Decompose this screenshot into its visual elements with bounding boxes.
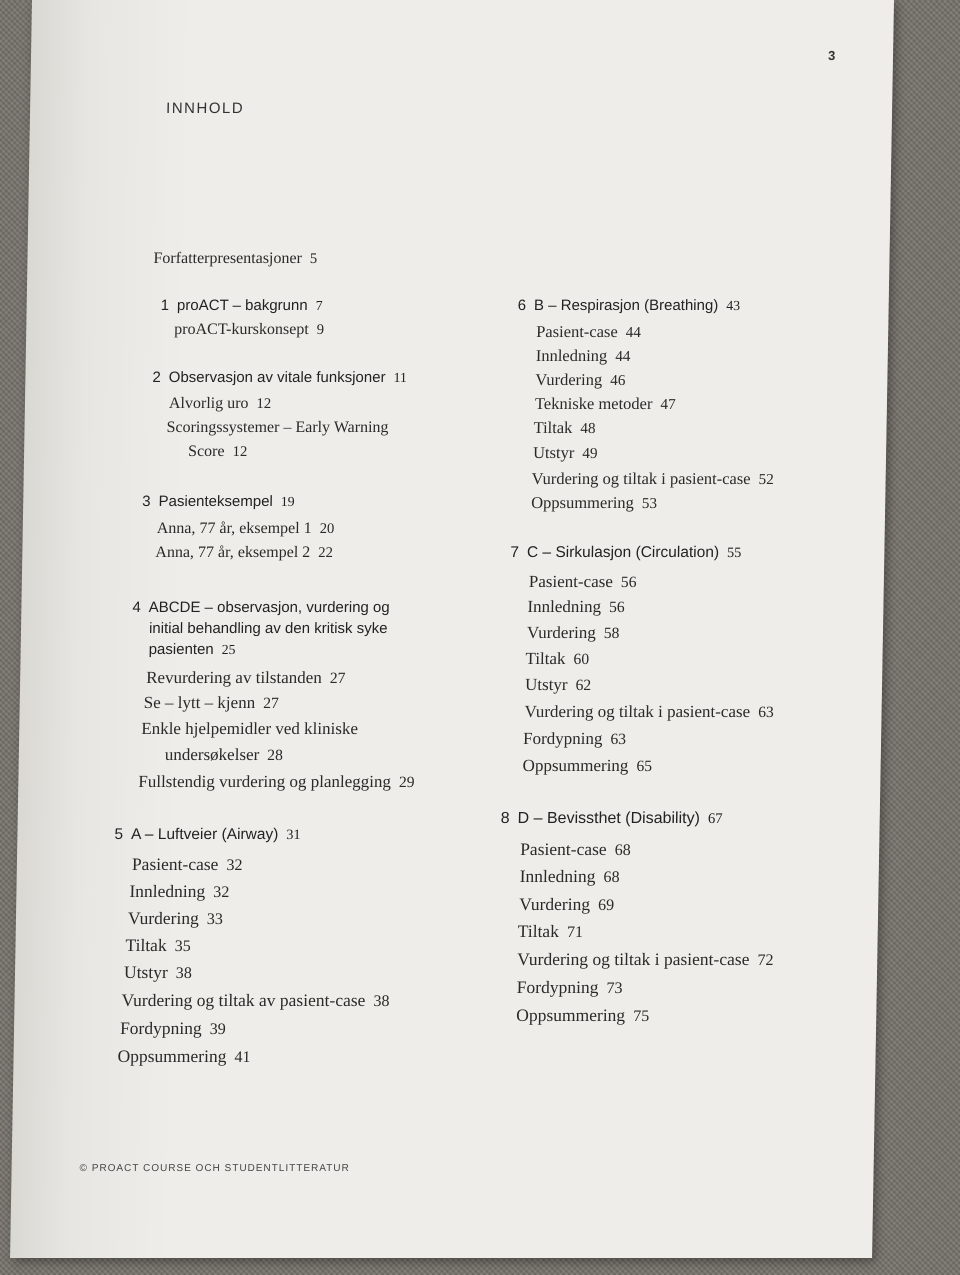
- toc-entry-preface: [153, 250, 317, 268]
- entry-page: 38: [373, 993, 390, 1010]
- entry-title: Scoringssystemer – Early Warning: [166, 419, 389, 436]
- entry-title: Se – lytt – kjenn: [143, 693, 256, 712]
- toc-subentry: [517, 977, 623, 998]
- toc-subentry: [531, 493, 657, 513]
- chapter-title: ABCDE – observasjon, vurdering og: [148, 599, 390, 616]
- entry-title: Tiltak: [533, 418, 573, 437]
- toc-subentry: [520, 839, 631, 860]
- entry-page: 35: [174, 938, 191, 955]
- entry-page: 44: [625, 324, 642, 341]
- book-page: [10, 0, 894, 1258]
- entry-page: 60: [573, 651, 590, 668]
- entry-page: 39: [209, 1021, 226, 1038]
- entry-page: 41: [234, 1049, 251, 1066]
- entry-title: Utstyr: [532, 443, 575, 462]
- entry-title: Pasient-case: [528, 572, 614, 591]
- entry-page: 33: [206, 911, 224, 928]
- entry-page: 28: [267, 747, 284, 764]
- entry-title: Pasient-case: [536, 322, 618, 341]
- entry-page: 9: [316, 322, 325, 338]
- chapter-number: 8: [500, 810, 510, 827]
- entry-page: 22: [318, 545, 334, 561]
- toc-chapter-6: [518, 297, 741, 314]
- toc-subentry-continued: [165, 745, 283, 765]
- entry-title: Vurdering og tiltak i pasient-case: [524, 702, 751, 721]
- entry-page: 46: [610, 372, 626, 389]
- toc-subentry: [516, 1005, 649, 1026]
- entry-title: proACT-kurskonsept: [174, 321, 309, 338]
- chapter-number: 2: [152, 369, 161, 386]
- chapter-number: 5: [114, 826, 124, 843]
- toc-subentry: [519, 894, 614, 915]
- toc-subentry: [523, 729, 626, 749]
- toc-chapter-7: [510, 544, 741, 562]
- entry-title: Anna, 77 år, eksempel 1: [156, 520, 312, 537]
- entry-page: 12: [256, 396, 272, 412]
- chapter-page: 67: [707, 811, 723, 827]
- entry-title: Oppsummering: [117, 1046, 227, 1066]
- entry-page: 68: [603, 869, 620, 886]
- entry-title: Vurdering: [127, 908, 200, 928]
- chapter-title: Observasjon av vitale funksjoner: [168, 369, 386, 386]
- entry-title-continued: undersøkelser: [164, 745, 260, 764]
- chapter-title: C – Sirkulasjon (Circulation): [526, 544, 720, 561]
- toc-subentry: [536, 346, 631, 366]
- entry-title: Pasient-case: [520, 839, 607, 859]
- entry-title: Forfatterpresentasjoner: [153, 250, 303, 267]
- chapter-page: 19: [280, 494, 295, 509]
- entry-title: Oppsummering: [522, 756, 629, 775]
- entry-title: Alvorlig uro: [168, 395, 249, 412]
- chapter-title: proACT – bakgrunn: [176, 297, 308, 314]
- toc-subentry: [533, 443, 598, 463]
- toc-subentry: [132, 854, 243, 875]
- toc-subentry: [138, 772, 415, 792]
- toc-subentry: [520, 866, 620, 887]
- entry-title: Fullstendig vurdering og planlegging: [138, 772, 392, 791]
- entry-title: Fordypning: [119, 1018, 202, 1038]
- entry-title: Enkle hjelpemidler ved kliniske: [141, 719, 359, 738]
- toc-chapter-4: [131, 597, 389, 660]
- entry-page: 63: [610, 731, 627, 748]
- toc-subentry: [128, 908, 223, 929]
- entry-page: 56: [608, 599, 625, 616]
- toc-subentry: [124, 962, 192, 983]
- entry-page: 20: [319, 521, 335, 537]
- toc-subentry: [518, 921, 584, 942]
- chapter-title: Pasienteksempel: [158, 493, 273, 510]
- chapter-title: A – Luftveier (Airway): [130, 826, 279, 843]
- entry-title: Vurdering: [535, 370, 603, 389]
- toc-subentry: [155, 544, 333, 562]
- toc-subentry: [117, 1046, 250, 1067]
- entry-title: Vurdering og tiltak i pasient-case: [517, 949, 750, 969]
- toc-subentry: [125, 935, 191, 956]
- entry-page: 62: [575, 677, 592, 694]
- toc-subentry: [527, 597, 625, 617]
- chapter-page: 31: [286, 827, 301, 843]
- chapter-page: 7: [315, 298, 323, 313]
- chapter-page: 11: [393, 370, 407, 385]
- toc-subentry: [517, 949, 774, 970]
- toc-subentry: [536, 322, 641, 342]
- chapter-number: 7: [510, 544, 520, 561]
- toc-subentry: [169, 395, 272, 413]
- entry-page: 27: [263, 695, 279, 712]
- toc-subentry: [174, 321, 324, 339]
- entry-page: 49: [582, 445, 598, 462]
- entry-page: 52: [758, 471, 774, 488]
- entry-title: Pasient-case: [131, 854, 219, 874]
- entry-title: Vurdering og tiltak av pasient-case: [121, 990, 366, 1010]
- entry-page: 68: [614, 842, 631, 859]
- toc-subentry: [157, 520, 335, 538]
- entry-title: Vurdering og tiltak i pasient-case: [531, 469, 751, 488]
- entry-page: 72: [757, 952, 774, 969]
- toc-subentry: [527, 623, 620, 643]
- toc-subentry: [522, 756, 652, 776]
- entry-page: 48: [580, 420, 596, 437]
- toc-chapter-3: [142, 493, 295, 510]
- page-number: 3: [827, 48, 836, 63]
- entry-title: Oppsummering: [531, 493, 635, 512]
- entry-title: Innledning: [129, 881, 206, 901]
- entry-page: 38: [175, 965, 192, 982]
- toc-subentry: [525, 675, 591, 695]
- entry-title: Vurdering: [526, 623, 596, 642]
- chapter-title-line3: pasienten: [148, 641, 214, 658]
- entry-title: Fordypning: [516, 977, 599, 997]
- toc-subentry: [533, 418, 595, 438]
- toc-subentry: [529, 572, 637, 592]
- entry-page: 32: [213, 884, 230, 901]
- chapter-title: D – Bevissthet (Disability): [517, 810, 701, 827]
- chapter-page: 43: [726, 298, 741, 313]
- toc-subentry: [166, 419, 388, 437]
- toc-subentry: [535, 370, 625, 390]
- entry-title: Tekniske metoder: [534, 394, 653, 413]
- entry-page: 65: [636, 758, 653, 775]
- toc-chapter-8: [501, 810, 723, 828]
- entry-title: Tiltak: [125, 935, 167, 955]
- chapter-number: 3: [142, 493, 151, 510]
- entry-title: Utstyr: [524, 675, 568, 694]
- entry-page: 32: [226, 857, 243, 874]
- toc-subentry: [141, 719, 358, 739]
- toc-subentry: [525, 649, 589, 669]
- entry-title: Vurdering: [519, 894, 591, 914]
- entry-page: 12: [232, 444, 248, 460]
- entry-page: 47: [660, 396, 676, 413]
- entry-title: Tiltak: [525, 649, 566, 668]
- chapter-number: 6: [517, 297, 527, 314]
- page-title: INNHOLD: [165, 100, 245, 117]
- toc-subentry: [121, 990, 389, 1011]
- chapter-title-line2: initial behandling av den kritisk syke: [148, 620, 388, 637]
- entry-title: Utstyr: [123, 962, 168, 982]
- entry-title: Innledning: [535, 346, 608, 365]
- toc-subentry: [144, 693, 279, 713]
- toc-chapter-1: [161, 297, 323, 314]
- entry-title: Innledning: [527, 597, 602, 616]
- entry-page: 69: [597, 897, 615, 914]
- entry-title-continued: Score: [187, 443, 225, 460]
- toc-subentry: [531, 469, 773, 489]
- entry-title: Oppsummering: [516, 1005, 626, 1025]
- entry-page: 63: [757, 704, 774, 721]
- entry-page: 29: [398, 774, 415, 791]
- entry-page: 71: [566, 924, 584, 941]
- entry-title: Fordypning: [522, 729, 603, 748]
- entry-page: 56: [620, 574, 637, 591]
- toc-subentry: [524, 702, 774, 722]
- entry-page: 53: [641, 495, 658, 512]
- toc-subentry: [535, 394, 676, 414]
- toc-subentry: [146, 668, 346, 688]
- copyright-footer: © PROACT COURSE OCH STUDENTLITTERATUR: [79, 1163, 350, 1174]
- entry-page: 44: [615, 348, 631, 365]
- toc-subentry: [129, 881, 229, 902]
- toc-subentry-continued: [188, 443, 247, 461]
- entry-title: Revurdering av tilstanden: [146, 668, 322, 687]
- entry-page: 73: [606, 980, 623, 997]
- entry-page: 75: [632, 1008, 650, 1025]
- chapter-page: 55: [726, 545, 742, 561]
- chapter-number: 4: [132, 599, 141, 616]
- entry-title: Innledning: [519, 866, 596, 886]
- entry-page: 5: [309, 251, 318, 267]
- chapter-number: 1: [160, 297, 170, 314]
- entry-title: Anna, 77 år, eksempel 2: [155, 544, 311, 561]
- entry-page: 27: [329, 670, 346, 687]
- chapter-page: 25: [221, 642, 236, 657]
- entry-title: Tiltak: [517, 921, 560, 941]
- toc-subentry: [120, 1018, 226, 1039]
- chapter-title: B – Respirasjon (Breathing): [533, 297, 719, 314]
- toc-chapter-2: [152, 369, 407, 386]
- toc-chapter-5: [114, 826, 301, 844]
- entry-page: 58: [603, 625, 620, 642]
